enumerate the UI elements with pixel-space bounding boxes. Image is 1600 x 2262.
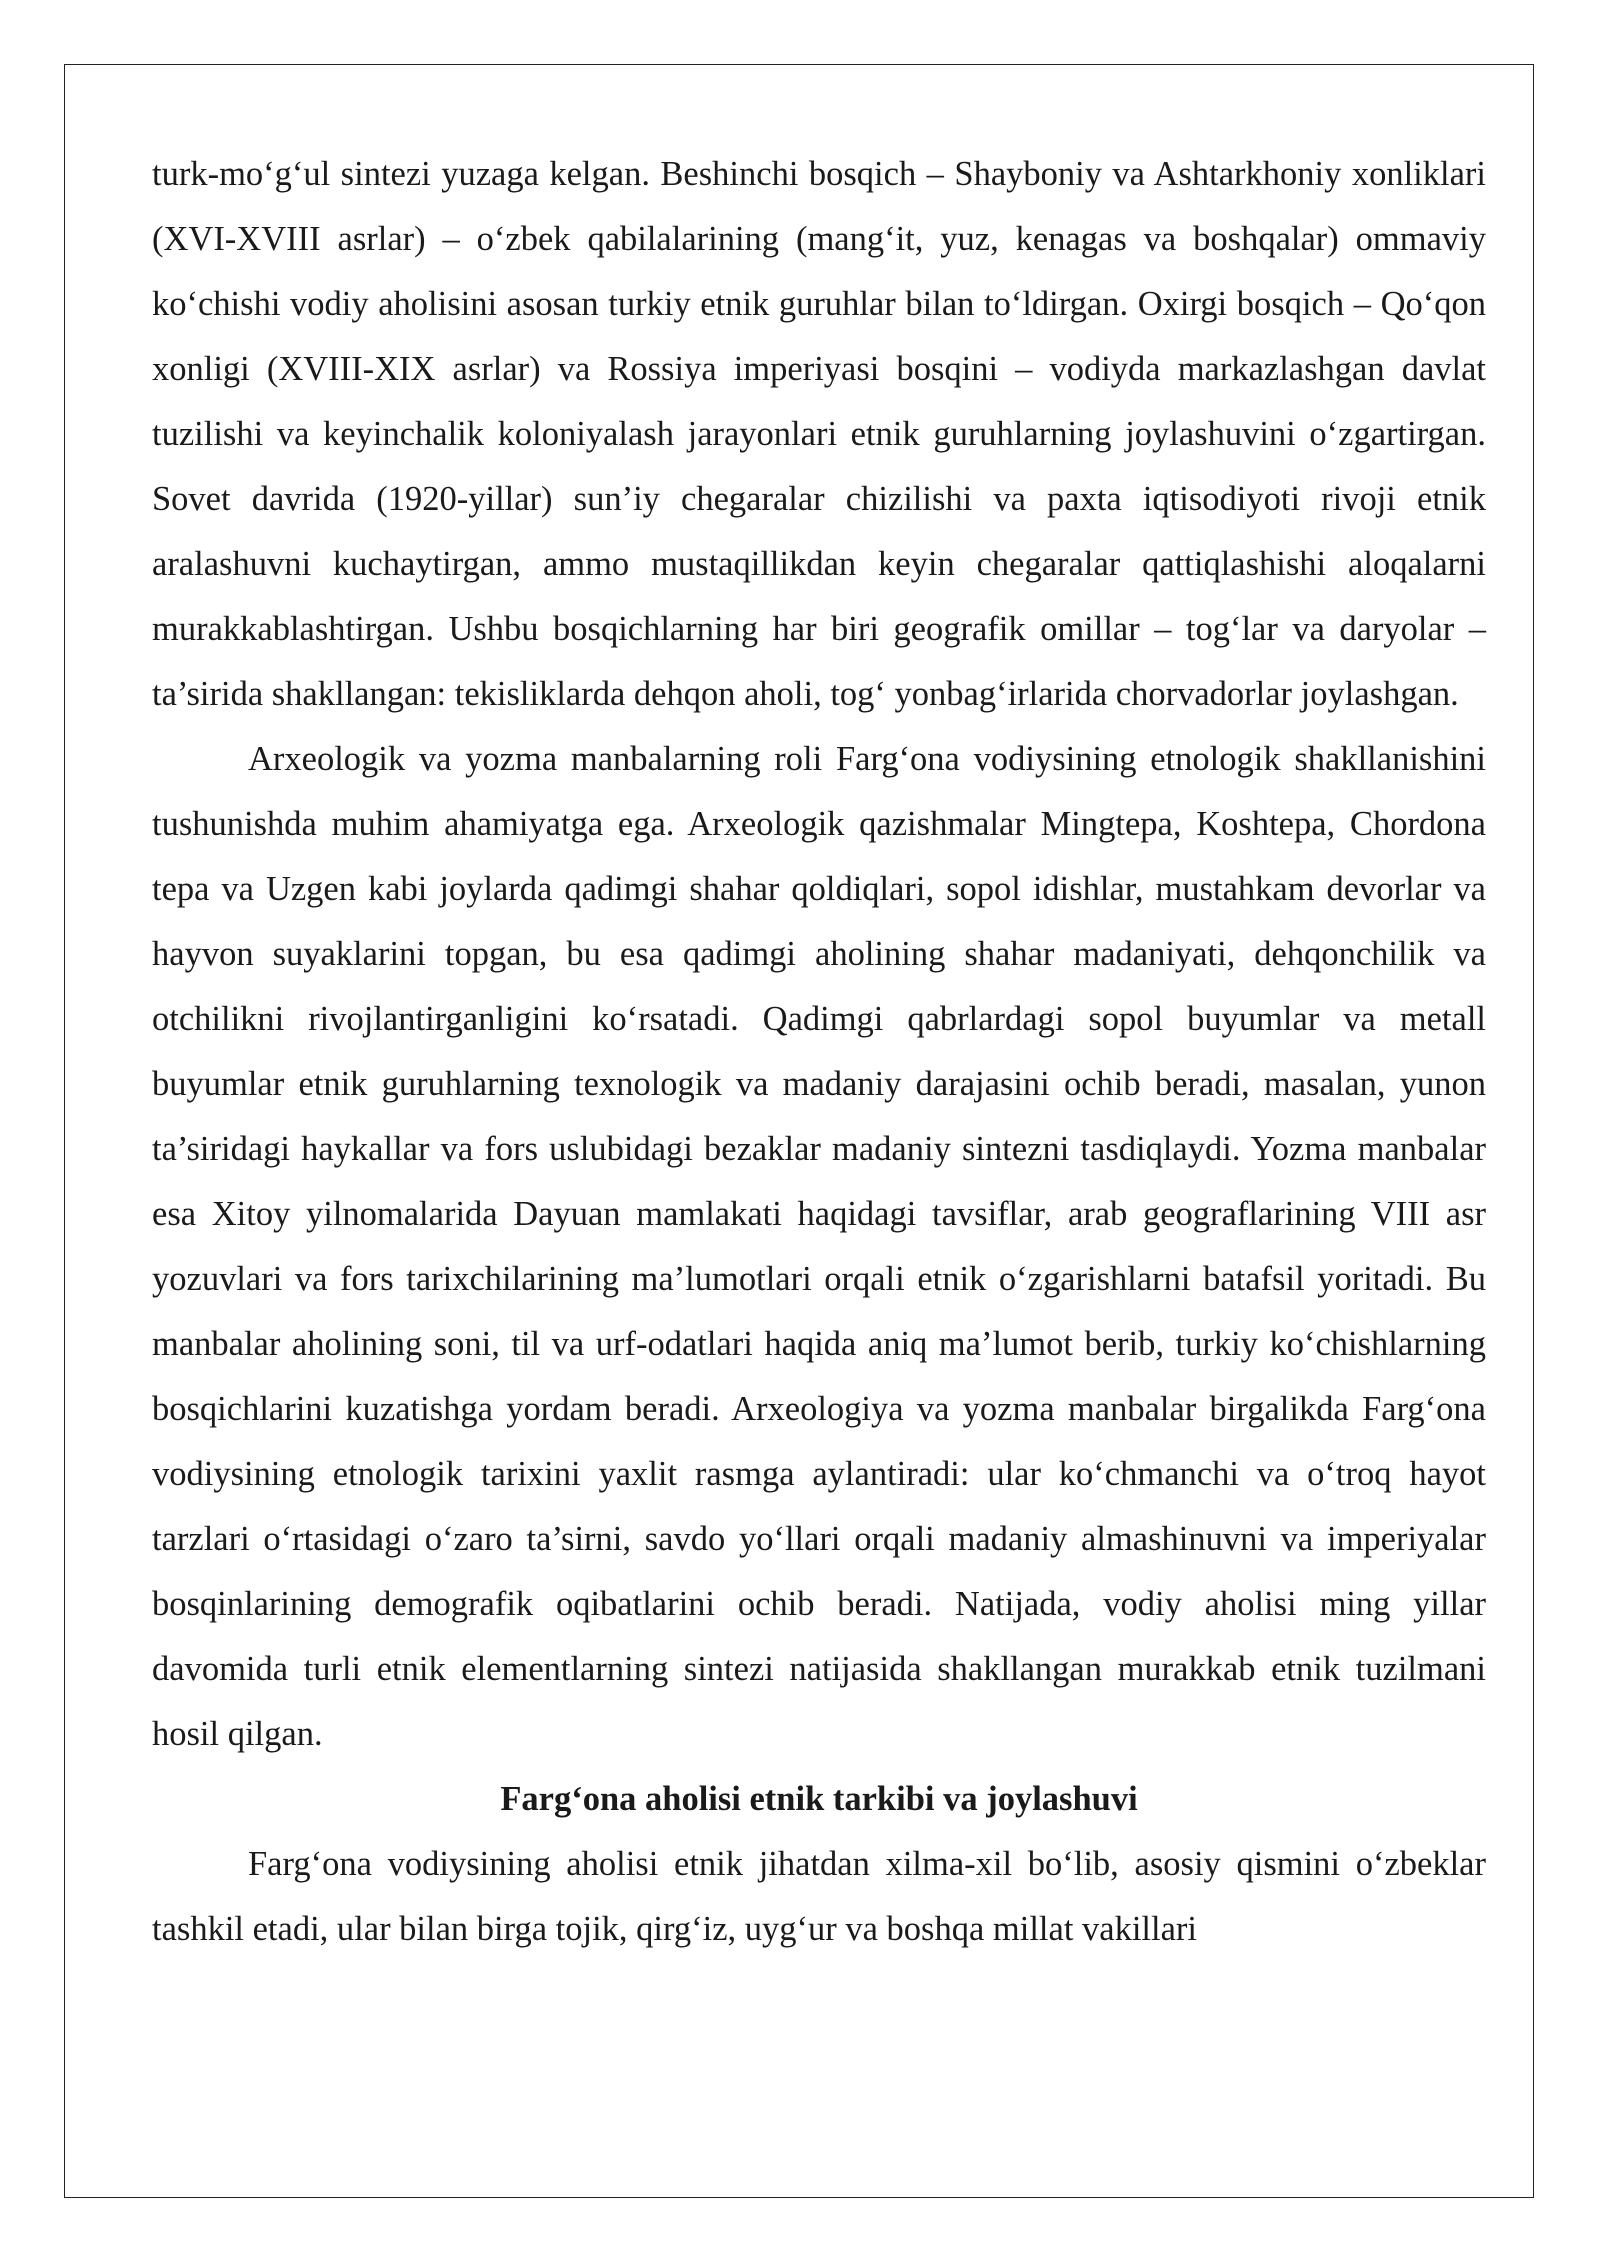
body-paragraph: Farg‘ona vodiysining aholisi etnik jihatdan xilma-xil bo‘lib, asosiy qismini o‘zbeklar tashkil etadi, ular bilan birga tojik, qirg‘iz, uyg‘ur va boshqa millat vakillari [152,1845,1486,1948]
body-paragraph: Arxeologik va yozma manbalarning roli Farg‘ona vodiysining etnologik shakllanishini tushunishda muhim ahamiyatga ega. Arxeologik qazishmalar Mingtepa, Koshtepa, Chordona tepa va Uzgen kabi joylarda qadimgi shahar qoldiqlari, sopol idishlar, mustahkam devorlar va hayvon suyaklarini topgan, bu esa qadimgi aholining shahar madaniyati, dehqonchilik va otchilikni rivojlantirganligini ko‘rsatadi. Qadimgi qabrlardagi sopol buyumlar va metall buyumlar etnik guruhlarning texnologik va madaniy darajasini ochib beradi, masalan, yunon ta’siridagi haykallar va fors uslubidagi bezaklar madaniy sintezni tasdiqlaydi. Yozma manbalar esa Xitoy yilnomalarida Dayuan mamlakati haqidagi tavsiflar, arab geograflarining VIII asr yozuvlari va fors tarixchilarining ma’lumotlari orqali etnik o‘zgarishlarni batafsil yoritadi. Bu manbalar aholining soni, til va urf-odatlari haqida aniq ma’lumot berib, turkiy ko‘chishlarning bosqichlarini kuzatishga yordam beradi. Arxeologiya va yozma manbalar birgalikda Farg‘ona vodiysining etnologik tarixini yaxlit rasmga aylantiradi: ular ko‘chmanchi va o‘troq hayot tarzlari o‘rtasidagi o‘zaro ta’sirni, savdo yo‘llari orqali madaniy almashinuvni va imperiyalar bosqinlarining demografik oqibatlarini ochib beradi. Natijada, vodiy aholisi ming yillar davomida turli etnik elementlarning sintezi natijasida shakllangan murakkab etnik tuzilmani hosil qilgan. [152,740,1486,1753]
section-heading: Farg‘ona aholisi etnik tarkibi va joylashuvi [500,1780,1138,1818]
document-body [152,142,1486,1962]
body-paragraph: turk-mo‘g‘ul sintezi yuzaga kelgan. Beshinchi bosqich – Shayboniy va Ashtarkhoniy xonliklari (XVI-XVIII asrlar) – o‘zbek qabilalarining (mang‘it, yuz, kenagas va boshqalar) ommaviy ko‘chishi vodiy aholisini asosan turkiy etnik guruhlar bilan to‘ldirgan. Oxirgi bosqich – Qo‘qon xonligi (XVIII-XIX asrlar) va Rossiya imperiyasi bosqini – vodiyda markazlashgan davlat tuzilishi va keyinchalik koloniyalash jarayonlari etnik guruhlarning joylashuvini o‘zgartirgan. Sovet davrida (1920-yillar) sun’iy chegaralar chizilishi va paxta iqtisodiyoti rivoji etnik aralashuvni kuchaytirgan, ammo mustaqillikdan keyin chegaralar qattiqlashishi aloqalarni murakkablashtirgan. Ushbu bosqichlarning har biri geografik omillar – tog‘lar va daryolar – ta’sirida shakllangan: tekisliklarda dehqon aholi, tog‘ yonbag‘irlarida chorvadorlar joylashgan. [152,155,1486,713]
